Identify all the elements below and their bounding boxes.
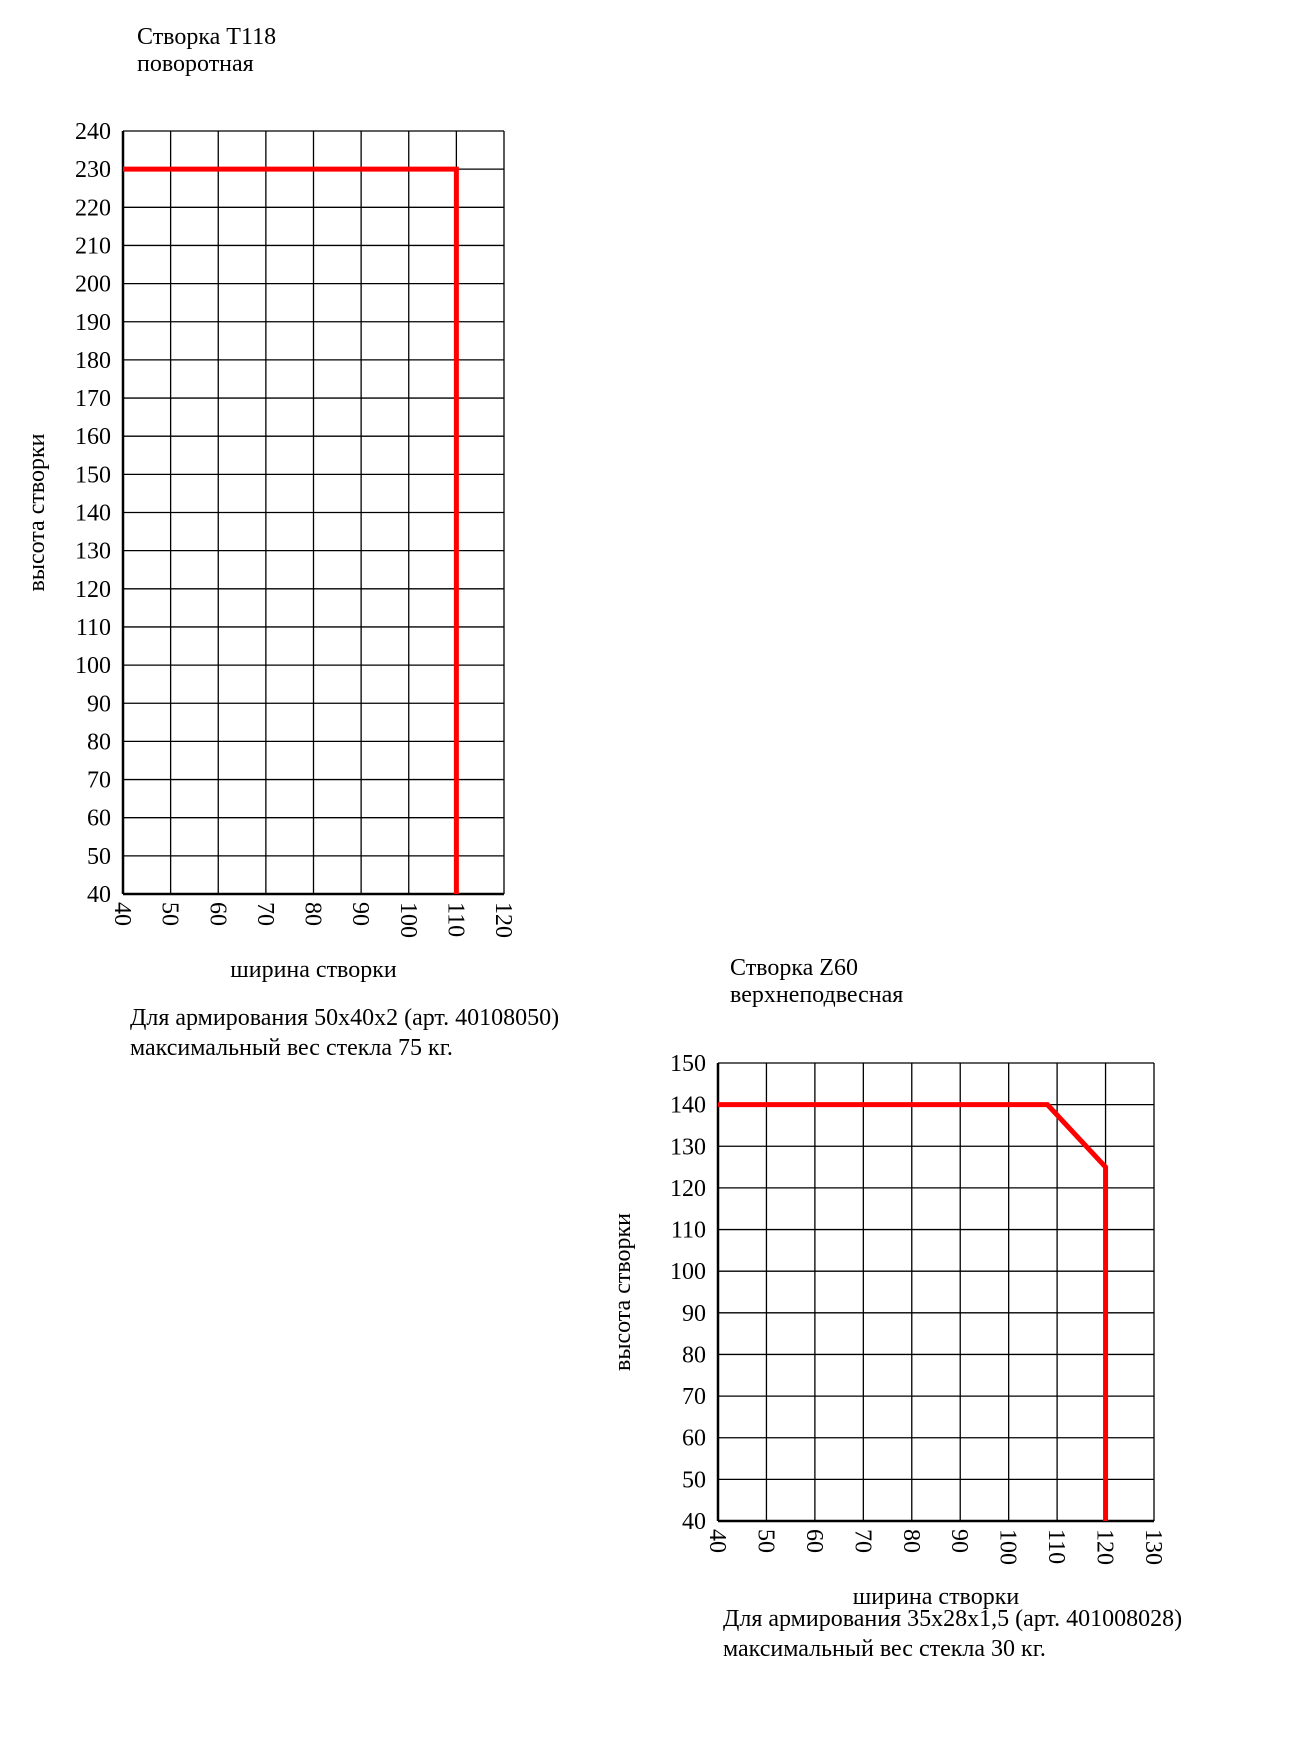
- y-tick-label: 230: [75, 157, 111, 184]
- chart-note-line-1: Для армирования 35x28x1,5 (арт. 401008028): [723, 1606, 1183, 1632]
- series-line: [123, 169, 456, 894]
- y-tick-label: 160: [75, 424, 111, 451]
- y-tick-label: 50: [87, 843, 111, 870]
- x-tick-label: 70: [251, 902, 278, 926]
- y-tick-label: 70: [682, 1384, 706, 1411]
- y-tick-label: 130: [75, 538, 111, 565]
- y-tick-label: 100: [75, 653, 111, 680]
- y-tick-label: 110: [75, 614, 111, 641]
- y-tick-label: 150: [75, 462, 111, 489]
- x-tick-label: 90: [347, 902, 374, 926]
- x-tick-label: 80: [897, 1529, 924, 1553]
- y-tick-label: 200: [75, 271, 111, 298]
- x-tick-label: 110: [442, 902, 469, 938]
- y-axis-label: высота створки: [24, 433, 50, 592]
- x-tick-label: 110: [1043, 1529, 1070, 1565]
- y-tick-label: 130: [670, 1134, 706, 1161]
- x-tick-label: 50: [156, 902, 183, 926]
- y-tick-label: 140: [75, 500, 111, 527]
- x-axis-label: ширина створки: [230, 957, 397, 983]
- y-tick-label: 50: [682, 1467, 706, 1494]
- y-tick-label: 90: [682, 1300, 706, 1327]
- x-tick-label: 60: [800, 1529, 827, 1553]
- x-tick-label: 130: [1140, 1529, 1166, 1565]
- x-tick-label: 50: [752, 1529, 779, 1553]
- y-tick-label: 180: [75, 347, 111, 374]
- x-axis-label: ширина створки: [852, 1584, 1020, 1610]
- y-tick-label: 70: [87, 767, 111, 794]
- y-tick-label: 120: [670, 1175, 706, 1202]
- y-tick-label: 110: [670, 1217, 706, 1244]
- x-tick-label: 120: [1091, 1529, 1118, 1565]
- x-tick-label: 80: [299, 902, 326, 926]
- chart-subtitle: поворотная: [137, 51, 254, 77]
- x-tick-label: 120: [490, 902, 516, 938]
- y-tick-label: 220: [75, 195, 111, 222]
- chart-note-line-2: максимальный вес стекла 75 кг.: [130, 1035, 453, 1061]
- y-tick-label: 120: [75, 576, 111, 603]
- y-tick-label: 80: [87, 729, 111, 756]
- x-tick-label: 90: [946, 1529, 973, 1553]
- x-tick-label: 100: [994, 1529, 1021, 1565]
- y-tick-label: 140: [670, 1092, 706, 1119]
- chart-t118-plot: [0, 100, 600, 1000]
- chart-note-line-2: максимальный вес стекла 30 кг.: [723, 1636, 1046, 1662]
- x-tick-label: 40: [109, 902, 135, 926]
- y-tick-label: 60: [87, 805, 111, 832]
- y-tick-label: 80: [682, 1342, 706, 1369]
- y-tick-label: 40: [682, 1509, 706, 1535]
- y-tick-label: 240: [75, 119, 111, 145]
- chart-title: Створка Z60: [730, 955, 858, 981]
- chart-title: Створка T118: [137, 24, 277, 50]
- chart-z60-plot: [600, 1030, 1200, 1610]
- y-tick-label: 170: [75, 386, 111, 413]
- y-tick-label: 190: [75, 309, 111, 336]
- chart-subtitle: верхнеподвесная: [730, 982, 904, 1008]
- y-tick-label: 40: [87, 882, 111, 908]
- y-tick-label: 60: [682, 1425, 706, 1452]
- x-tick-label: 40: [704, 1529, 730, 1553]
- x-tick-label: 100: [394, 902, 421, 938]
- y-tick-label: 150: [670, 1051, 706, 1077]
- chart-note-line-1: Для армирования 50x40x2 (арт. 40108050): [130, 1005, 560, 1031]
- x-tick-label: 70: [849, 1529, 876, 1553]
- y-tick-label: 210: [75, 233, 111, 260]
- x-tick-label: 60: [204, 902, 231, 926]
- y-tick-label: 100: [670, 1259, 706, 1286]
- y-tick-label: 90: [87, 691, 111, 718]
- y-axis-label: высота створки: [610, 1212, 636, 1372]
